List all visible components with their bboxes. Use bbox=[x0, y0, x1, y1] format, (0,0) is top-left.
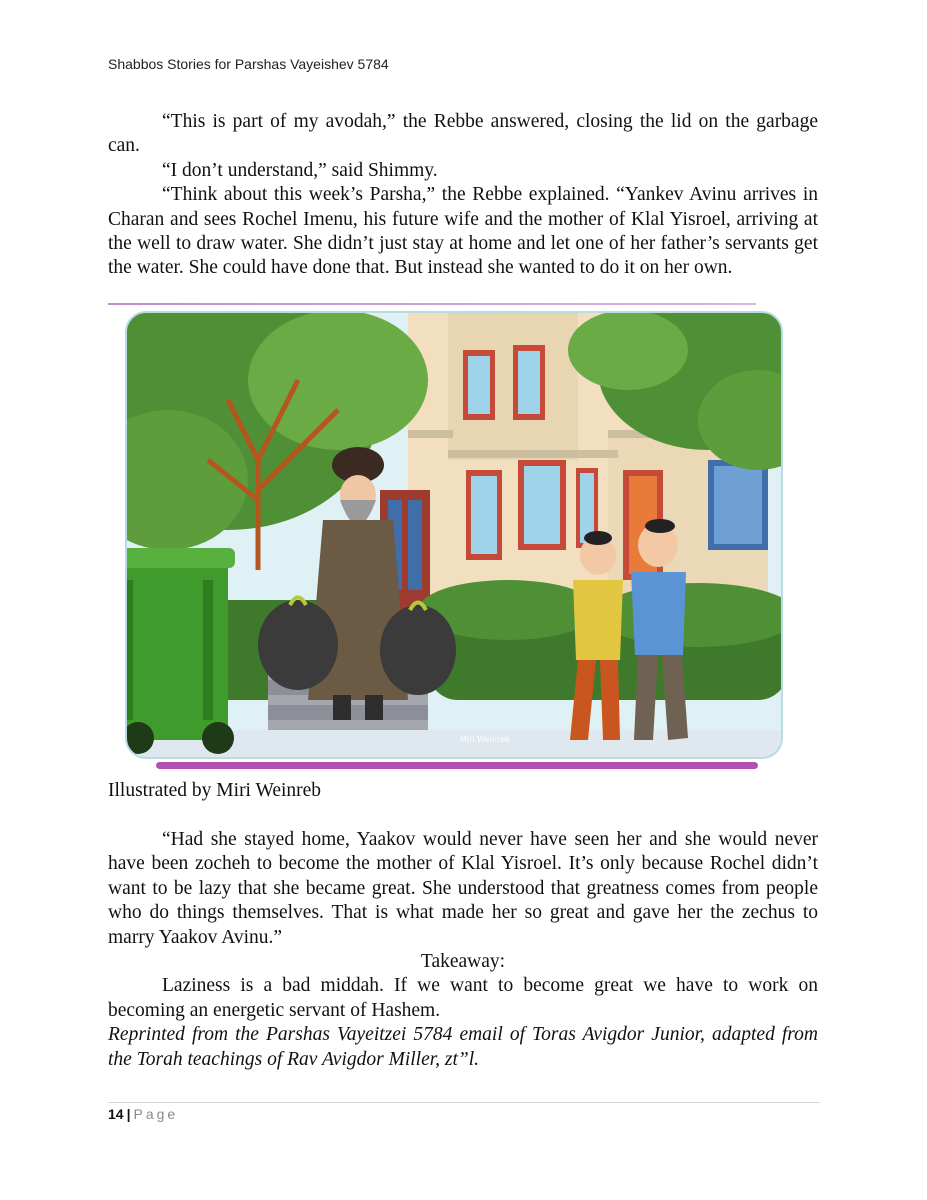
story-paragraph: “Had she stayed home, Yaakov would never have seen her and she would never have been zocheh to become the mother of Klal Yisroel. It’s only because Rochel didn’t want to be lazy that she became great. She understood that greatness comes from people who do things themselves. That is what made her so great and gave her the zechus to marry Yaakov Avinu.” bbox=[108, 829, 818, 948]
garbage-can bbox=[108, 548, 235, 754]
artist-signature: Miri Weinreb bbox=[460, 735, 510, 744]
divider-line-top bbox=[108, 303, 756, 305]
divider-line-bottom bbox=[156, 762, 758, 769]
page-separator: | bbox=[126, 1106, 131, 1122]
story-illustration bbox=[108, 310, 798, 760]
story-paragraph: “This is part of my avodah,” the Rebbe answered, closing the lid on the garbage can. bbox=[108, 111, 818, 157]
story-paragraph: “I don’t understand,” said Shimmy. bbox=[162, 159, 438, 181]
page-header: Shabbos Stories for Parshas Vayeishev 5784 bbox=[108, 56, 389, 72]
story-text-top bbox=[108, 110, 818, 281]
story-text-bottom bbox=[108, 828, 818, 1072]
footer-rule bbox=[108, 1102, 820, 1103]
illustration-artwork bbox=[108, 310, 798, 760]
reprint-credit: Reprinted from the Parshas Vayeitzei 5784 email of Toras Avigdor Junior, adapted from the Torah teachings of Rav Avigdor Miller, zt”l. bbox=[108, 1024, 818, 1070]
takeaway-text: Laziness is a bad middah. If we want to become great we have to work on becoming an energetic servant of Hashem. bbox=[108, 975, 818, 1021]
page-number: 14 bbox=[108, 1106, 124, 1122]
story-paragraph: “Think about this week’s Parsha,” the Rebbe explained. “Yankev Avinu arrives in Charan and sees Rochel Imenu, his future wife and the mother of Klal Yisroel, arriving at the well to draw water. She didn’t just stay at home and let one of her father’s servants get the water. She could have done that. But instead she wanted to do it on her own. bbox=[108, 184, 818, 279]
page-footer bbox=[108, 1106, 178, 1122]
takeaway-heading: Takeaway: bbox=[420, 951, 506, 973]
page-label: Page bbox=[133, 1106, 179, 1122]
illustration-caption: Illustrated by Miri Weinreb bbox=[108, 780, 322, 801]
